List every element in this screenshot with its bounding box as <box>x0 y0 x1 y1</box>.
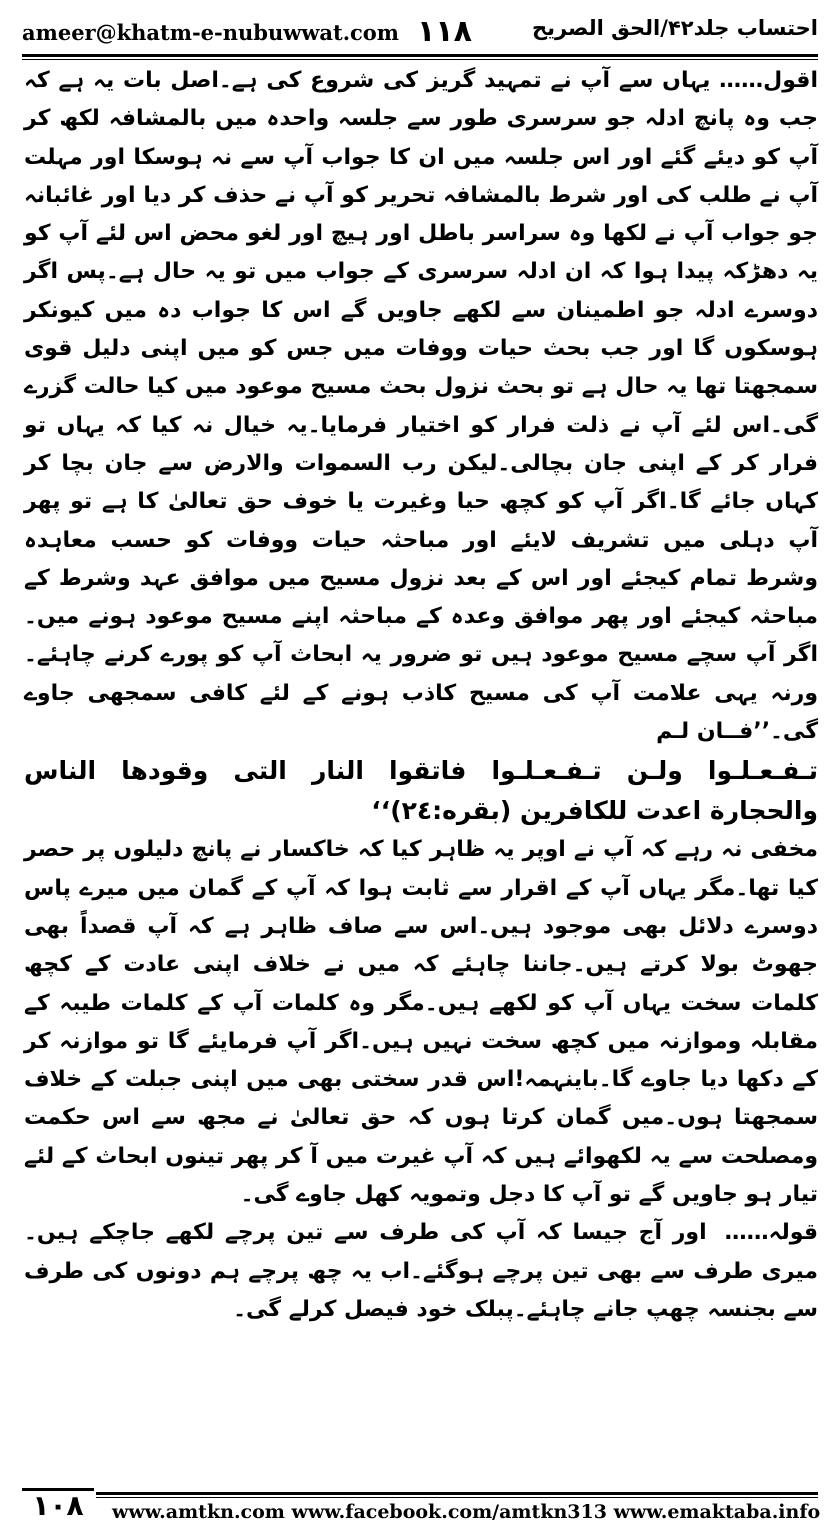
header-book-title: احتساب جلد۴۲/الحق الصریح <box>531 16 818 40</box>
header-rule-thin <box>22 59 818 60</box>
page-body <box>24 62 818 1329</box>
paragraph-makhfi: مخفی نہ رہے کہ آپ نے اوپر یہ ظاہر کیا کہ خاکسار نے پانچ دلیلوں پر حصر کیا تھا۔مگر یہاں آپ کے اقرار سے ثابت ہوا کہ آپ کے گمان میں میرے پاس دوسرے دلائل بھی موجود ہیں۔اس سے صاف ظاہر ہے کہ آپ قصداً بھی جھوٹ بولا کرتے ہیں۔جاننا چاہئے کہ میں نے خلاف اپنی عادت کے کچھ کلمات سخت یہاں آپ کو لکھے ہیں۔مگر وہ کلمات آپ کے کلمات طیبہ کے مقابلہ وموازنہ میں کچھ سخت نہیں ہیں۔اگر آپ فرمایئے گا تو موازنہ کر کے دکھا دیا جاوے گا۔باینہمہ!اس قدر سختی بھی میں اپنی جبلت کے خلاف سمجھتا ہوں۔میں گمان کرتا ہوں کہ حق تعالیٰ نے مجھ سے اس حکمت ومصلحت سے یہ لکھوائے ہیں کہ آپ غیرت میں آ کر پھر تینوں ابحاث کے لئے تیار ہو جاویں گے تو آپ کا دجل وتمویہ کھل جاوے گی۔ <box>24 837 818 1208</box>
paragraph-aqool: اقول…… یہاں سے آپ نے تمہید گریز کی شروع کی ہے۔اصل بات یہ ہے کہ جب وہ پانچ ادلہ جو سرسری طور سے جلسہ واحدہ میں بالمشافہ لکھ کر آپ کو دیئے گئے اور اس جلسہ میں ان کا جواب آپ سے نہ ہوسکا اور مہلت آپ نے طلب کی اور شرط بالمشافہ تحریر کو آپ نے حذف کر دیا اور غائبانہ جو جواب آپ نے لکھا وہ سراسر باطل اور ہیچ اور لغو محض اس لئے آپ کو یہ دھڑکہ پیدا ہوا کہ ان ادلہ سرسری کے جواب میں تو یہ حال ہے۔پس اگر دوسرے ادلہ جو اطمینان سے لکھے جاویں گے اس کا جواب دہ میں کیونکر ہوسکوں گا اور جب بحث حیات ووفات میں جس کو میں اپنی دلیل قوی سمجھتا تھا یہ حال ہے تو بحث نزول بحث مسیح موعود میں کیا حالت گزرے گی۔اس لئے آپ نے ذلت فرار کو اختیار فرمایا۔یہ خیال نہ کیا کہ یہاں تو فرار کر کے اپنی جان بچالی۔لیکن رب السموات والارض سے جان بچا کر کہاں جائے گا۔اگر آپ کو کچھ حیا وغیرت یا خوف حق تعالیٰ کا ہے تو پھر آپ دہلی میں تشریف لایئے اور مباحثہ حیات ووفات کو حسب معاہدہ وشرط تمام کیجئے اور اس کے بعد نزول مسیح میں موافق عہد وشرط کے مباحثہ کیجئے اور پھر موافق وعدہ کے مباحثہ اپنے مسیح موعود ہونے میں۔اگر آپ سچے مسیح موعود ہیں تو ضرور یہ ابحاث آپ کو پورے کرنے چاہئے۔ورنہ یہی علامت آپ کی مسیح کاذب ہونے کے لئے کافی سمجھی جاوے گی۔’’فــان لـم <box>24 68 818 745</box>
header-page-number: ۱۱۸ <box>417 14 472 49</box>
qaulahu-text: اور آج جیسا کہ آپ کی طرف سے تین پرچے لکھے جاچکے ہیں۔میری طرف سے بھی تین پرچے ہوگئے۔اب یہ چھ پرچے ہم دونوں کی طرف سے بجنسہ چھپ جانے چاہئے۔پبلک خود فیصل کرلے گی۔ <box>24 1220 818 1322</box>
page-header <box>22 16 818 56</box>
footer-page-number: ۱۰۸ <box>32 1489 84 1522</box>
qaulahu-lead: قولہ…… <box>724 1220 818 1246</box>
quran-quote: تـفـعـلـوا ولـن تـفـعـلـوا فاتقوا النار التی وقودها الناس والحجارة اعدت للکافرین (بقره:۲٤)‘‘ <box>24 756 818 826</box>
footer-rule-thin <box>96 1497 818 1498</box>
footer-rule <box>96 1492 818 1495</box>
header-email: ameer@khatm-e-nubuwwat.com <box>22 20 400 45</box>
footer-links: www.amtkn.com www.facebook.com/amtkn313 www.emaktaba.info <box>112 1501 821 1523</box>
header-rule <box>22 54 818 57</box>
paragraph-qaulahu <box>24 1214 818 1329</box>
page-footer <box>22 1488 821 1528</box>
